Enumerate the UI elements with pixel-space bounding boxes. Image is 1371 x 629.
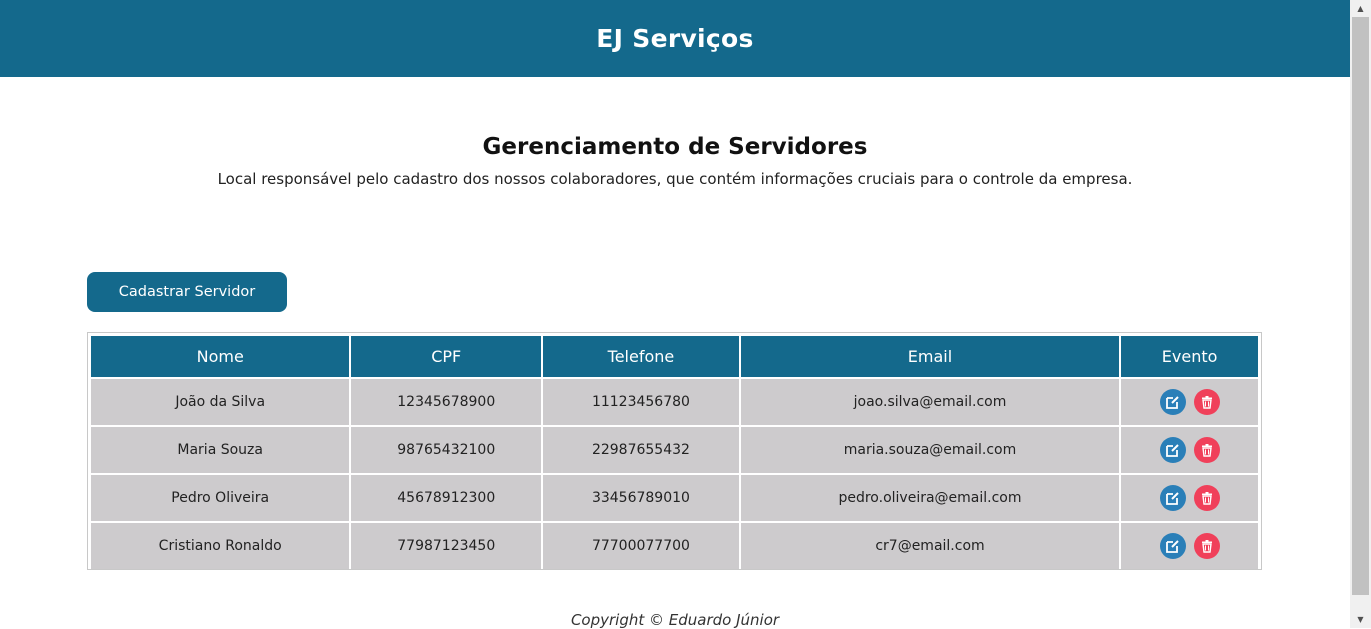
servers-table — [87, 332, 1262, 570]
page-title: Gerenciamento de Servidores — [482, 134, 868, 160]
cell-email: maria.souza@email.com — [741, 427, 1119, 473]
cell-telefone: 33456789010 — [543, 475, 739, 521]
column-header-nome: Nome — [91, 336, 349, 377]
trash-icon[interactable] — [1194, 533, 1220, 559]
register-server-button[interactable]: Cadastrar Servidor — [87, 272, 287, 312]
cell-email: joao.silva@email.com — [741, 379, 1119, 425]
column-header-cpf: CPF — [351, 336, 541, 377]
app-header — [0, 0, 1350, 77]
cell-nome: Cristiano Ronaldo — [91, 523, 349, 569]
column-header-evento: Evento — [1121, 336, 1258, 377]
cell-cpf: 98765432100 — [351, 427, 541, 473]
cell-nome: Pedro Oliveira — [91, 475, 349, 521]
edit-icon[interactable] — [1160, 389, 1186, 415]
app-title: EJ Serviços — [596, 24, 754, 53]
cell-cpf: 77987123450 — [351, 523, 541, 569]
cell-nome: Maria Souza — [91, 427, 349, 473]
trash-icon[interactable] — [1194, 485, 1220, 511]
table-row — [91, 427, 1258, 473]
edit-icon[interactable] — [1160, 533, 1186, 559]
table-header-row — [91, 336, 1258, 377]
cell-telefone: 77700077700 — [543, 523, 739, 569]
edit-icon[interactable] — [1160, 437, 1186, 463]
cell-email: cr7@email.com — [741, 523, 1119, 569]
vertical-scrollbar[interactable] — [1350, 0, 1371, 628]
cell-telefone: 22987655432 — [543, 427, 739, 473]
scroll-down-arrow-icon[interactable]: ▼ — [1357, 615, 1364, 624]
footer-copyright: Copyright © Eduardo Júnior — [570, 611, 780, 629]
cell-nome: João da Silva — [91, 379, 349, 425]
table-row — [91, 475, 1258, 521]
cell-evento — [1121, 475, 1258, 521]
scrollbar-thumb[interactable] — [1352, 17, 1369, 595]
column-header-telefone: Telefone — [543, 336, 739, 377]
cell-evento — [1121, 379, 1258, 425]
cell-email: pedro.oliveira@email.com — [741, 475, 1119, 521]
scroll-up-arrow-icon[interactable]: ▲ — [1357, 4, 1364, 13]
page-subtitle: Local responsável pelo cadastro dos nossos colaboradores, que contém informações cruciais para o controle da empresa. — [217, 170, 1133, 188]
cell-cpf: 12345678900 — [351, 379, 541, 425]
table-row — [91, 523, 1258, 569]
cell-cpf: 45678912300 — [351, 475, 541, 521]
edit-icon[interactable] — [1160, 485, 1186, 511]
trash-icon[interactable] — [1194, 389, 1220, 415]
cell-evento — [1121, 427, 1258, 473]
cell-evento — [1121, 523, 1258, 569]
cell-telefone: 11123456780 — [543, 379, 739, 425]
table-row — [91, 379, 1258, 425]
trash-icon[interactable] — [1194, 437, 1220, 463]
column-header-email: Email — [741, 336, 1119, 377]
